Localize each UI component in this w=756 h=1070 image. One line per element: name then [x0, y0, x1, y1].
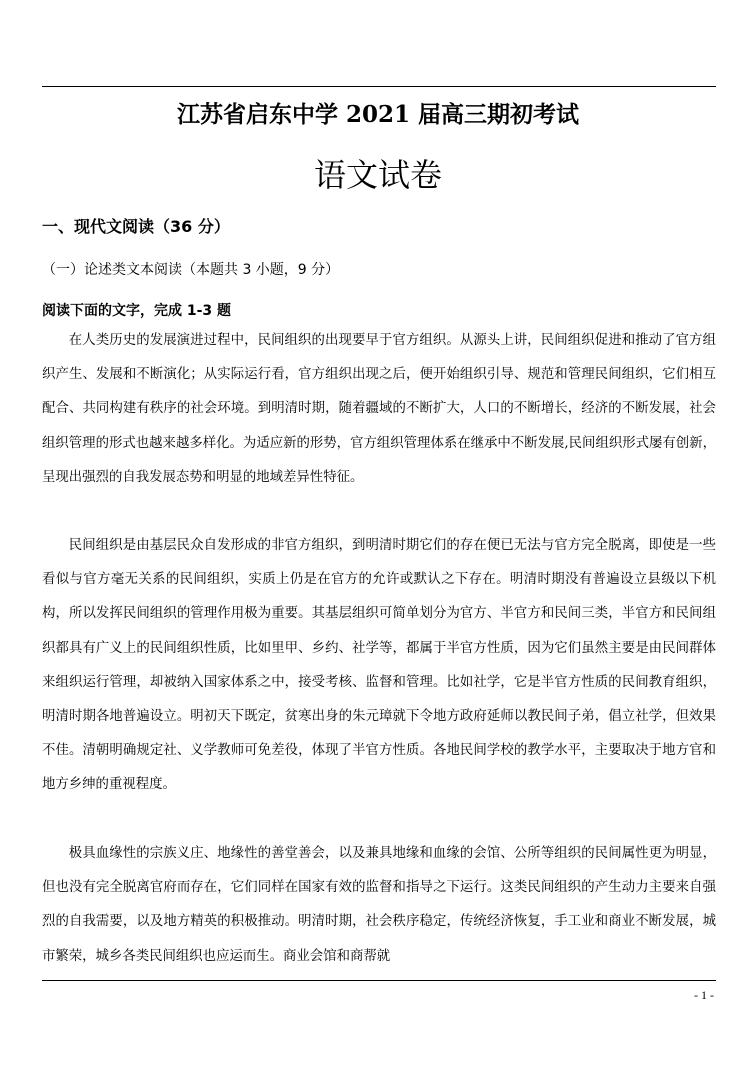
paragraph-1: 在人类历史的发展演进过程中，民间组织的出现要早于官方组织。从源头上讲，民间组织促进和推动了官方组织产生、发展和不断演化；从实际运行看，官方组织出现之后，便开始组织引导、规范和管理民间组织，它们相互配合、共同构建有秩序的社会环境。到明清时期，随着疆域的不断扩大，人口的不断增长，经济的不断发展，社会组织管理的形式也越来越多样化。为适应新的形势，官方组织管理体系在继承中不断发展,民间组织形式屡有创新，呈现出强烈的自我发展态势和明显的地域差异性特征。 — [42, 333, 716, 485]
paragraph-2: 民间组织是由基层民众自发形成的非官方组织，到明清时期它们的存在便已无法与官方完全脱离，即使是一些看似与官方毫无关系的民间组织，实质上仍是在官方的允许或默认之下存在。明清时期没有普遍设立县级以下机构，所以发挥民间组织的管理作用极为重要。其基层组织可简单划分为官方、半官方和民间三类，半官方和民间组织都具有广义上的民间组织性质，比如里甲、乡约、社学等，都属于半官方性质，因为它们虽然主要是由民间群体来组织运行管理，却被纳入国家体系之中，接受考核、监督和管理。比如社学，它是半官方性质的民间教育组织，明清时期各地普遍设立。明初天下既定，贫寒出身的朱元璋就下令地方政府延师以教民间子弟，倡立社学，但效果不佳。清朝明确规定社、义学教师可免差役，体现了半官方性质。各地民间学校的教学水平，主要取决于地方官和地方乡绅的重视程度。 — [42, 538, 716, 793]
page-number: - 1 - — [694, 988, 714, 1002]
subsection-heading: （一）论述类文本阅读（本题共 3 小题，9 分） — [42, 262, 340, 278]
header-rule — [42, 86, 716, 87]
section-heading: 一、现代文阅读（36 分） — [42, 217, 230, 236]
reading-instruction: 阅读下面的文字，完成 1-3 题 — [42, 303, 232, 319]
exam-title: 江苏省启东中学 2021 届高三期初考试 — [176, 101, 580, 128]
paragraph-3: 极具血缘性的宗族义庄、地缘性的善堂善会，以及兼具地缘和血缘的会馆、公所等组织的民间属性更为明显，但也没有完全脱离官府而存在，它们同样在国家有效的监督和指导之下运行。这类民间组织的产生动力主要来自强烈的自我需要，以及地方精英的积极推动。明清时期，社会秩序稳定，传统经济恢复，手工业和商业不断发展，城市繁荣，城乡各类民间组织也应运而生。商业会馆和商帮就 — [42, 846, 716, 964]
subject-title: 语文试卷 — [313, 156, 442, 194]
footer-rule — [42, 980, 716, 981]
